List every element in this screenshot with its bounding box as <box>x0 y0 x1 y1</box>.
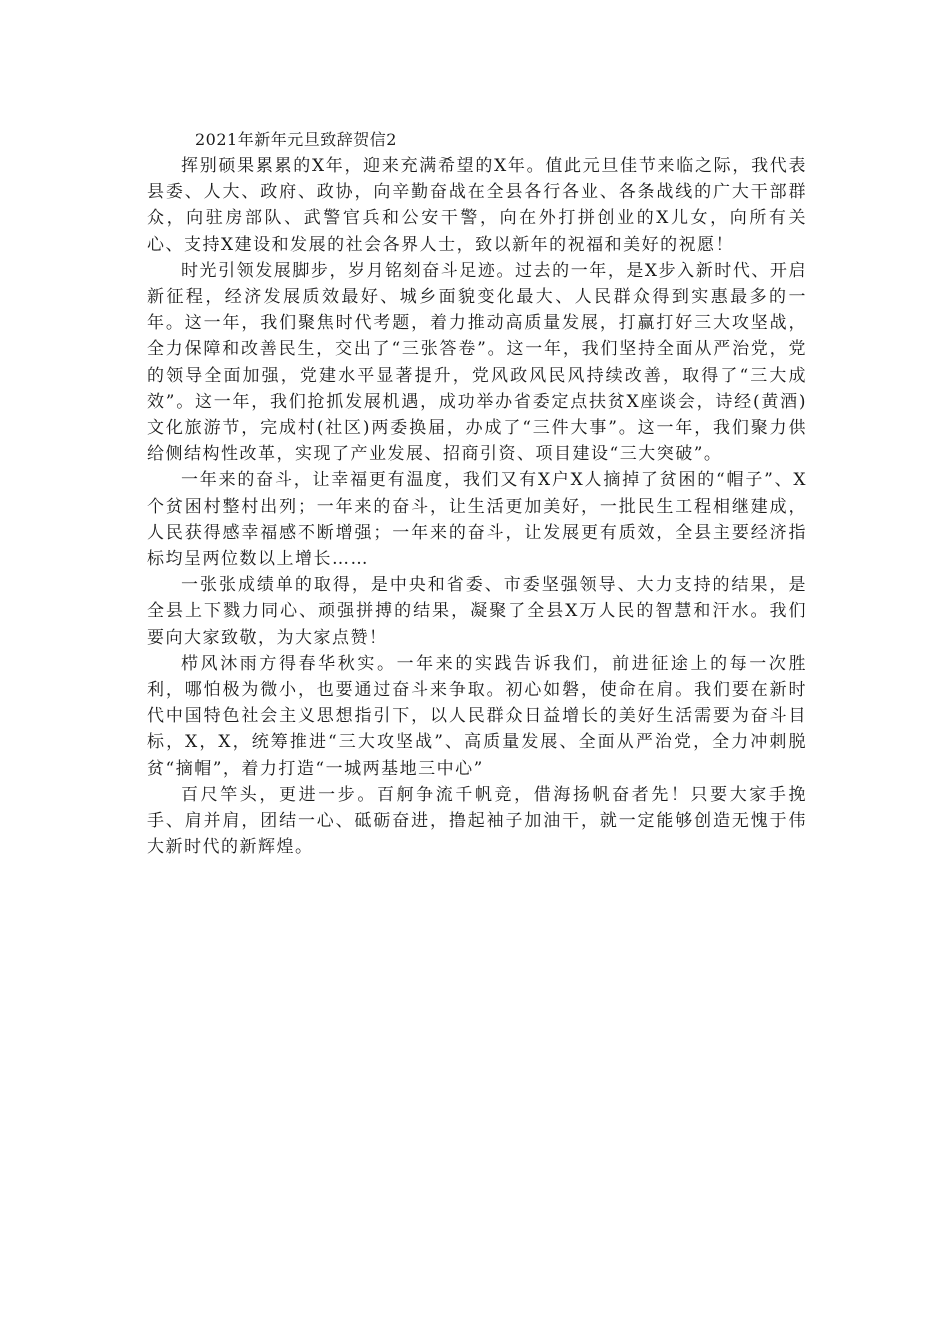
document-body <box>147 127 807 860</box>
paragraph-gratitude: 一张张成绩单的取得，是中央和省委、市委坚强领导、大力支持的结果，是全县上下戮力同心、顽强拼搏的结果，凝聚了全县X万人民的智慧和汗水。我们要向大家致敬，为大家点赞！ <box>147 575 807 648</box>
paragraph-greeting: 挥别硕果累累的X年，迎来充满希望的X年。值此元旦佳节来临之际，我代表县委、人大、政府、政协，向辛勤奋战在全县各行各业、各条战线的广大干部群众，向驻房部队、武警官兵和公安干警，向在外打拼创业的X儿女，向所有关心、支持X建设和发展的社会各界人士，致以新年的祝福和美好的祝愿！ <box>147 156 807 255</box>
document-title: 2021年新年元旦致辞贺信2 <box>195 130 397 149</box>
paragraph-struggle: 一年来的奋斗，让幸福更有温度，我们又有X户X人摘掉了贫困的“帽子”、X个贫困村整村出列；一年来的奋斗，让生活更加美好，一批民生工程相继建成，人民获得感幸福感不断增强；一年来的奋斗，让发展更有质效，全县主要经济指标均呈两位数以上增长…… <box>147 470 807 570</box>
paragraph-goals: 栉风沐雨方得春华秋实。一年来的实践告诉我们，前进征途上的每一次胜利，哪怕极为微小，也要通过奋斗来争取。初心如磐，使命在肩。我们要在新时代中国特色社会主义思想指引下，以人民群众日益增长的美好生活需要为奋斗目标，X，X，统筹推进“三大攻坚战”、高质量发展、全面从严治党，全力冲刺脱贫“摘帽”，着力打造“一城两基地三中心” <box>147 653 807 779</box>
paragraph-closing: 百尺竿头，更进一步。百舸争流千帆竞，借海扬帆奋者先！只要大家手挽手、肩并肩，团结一心、砥砺奋进，撸起袖子加油干，就一定能够创造无愧于伟大新时代的新辉煌。 <box>147 784 807 858</box>
paragraph-achievements: 时光引领发展脚步，岁月铭刻奋斗足迹。过去的一年，是X步入新时代、开启新征程，经济发展质效最好、城乡面貌变化最大、人民群众得到实惠最多的一年。这一年，我们聚焦时代考题，着力推动高质量发展，打赢打好三大攻坚战，全力保障和改善民生，交出了“三张答卷”。这一年，我们坚持全面从严治党，党的领导全面加强，党建水平显著提升，党风政风民风持续改善，取得了“三大成效”。这一年，我们抢抓发展机遇，成功举办省委定点扶贫X座谈会，诗经(黄酒)文化旅游节，完成村(社区)两委换届，办成了“三件大事”。这一年，我们聚力供给侧结构性改革，实现了产业发展、招商引资、项目建设“三大突破”。 <box>147 260 807 465</box>
